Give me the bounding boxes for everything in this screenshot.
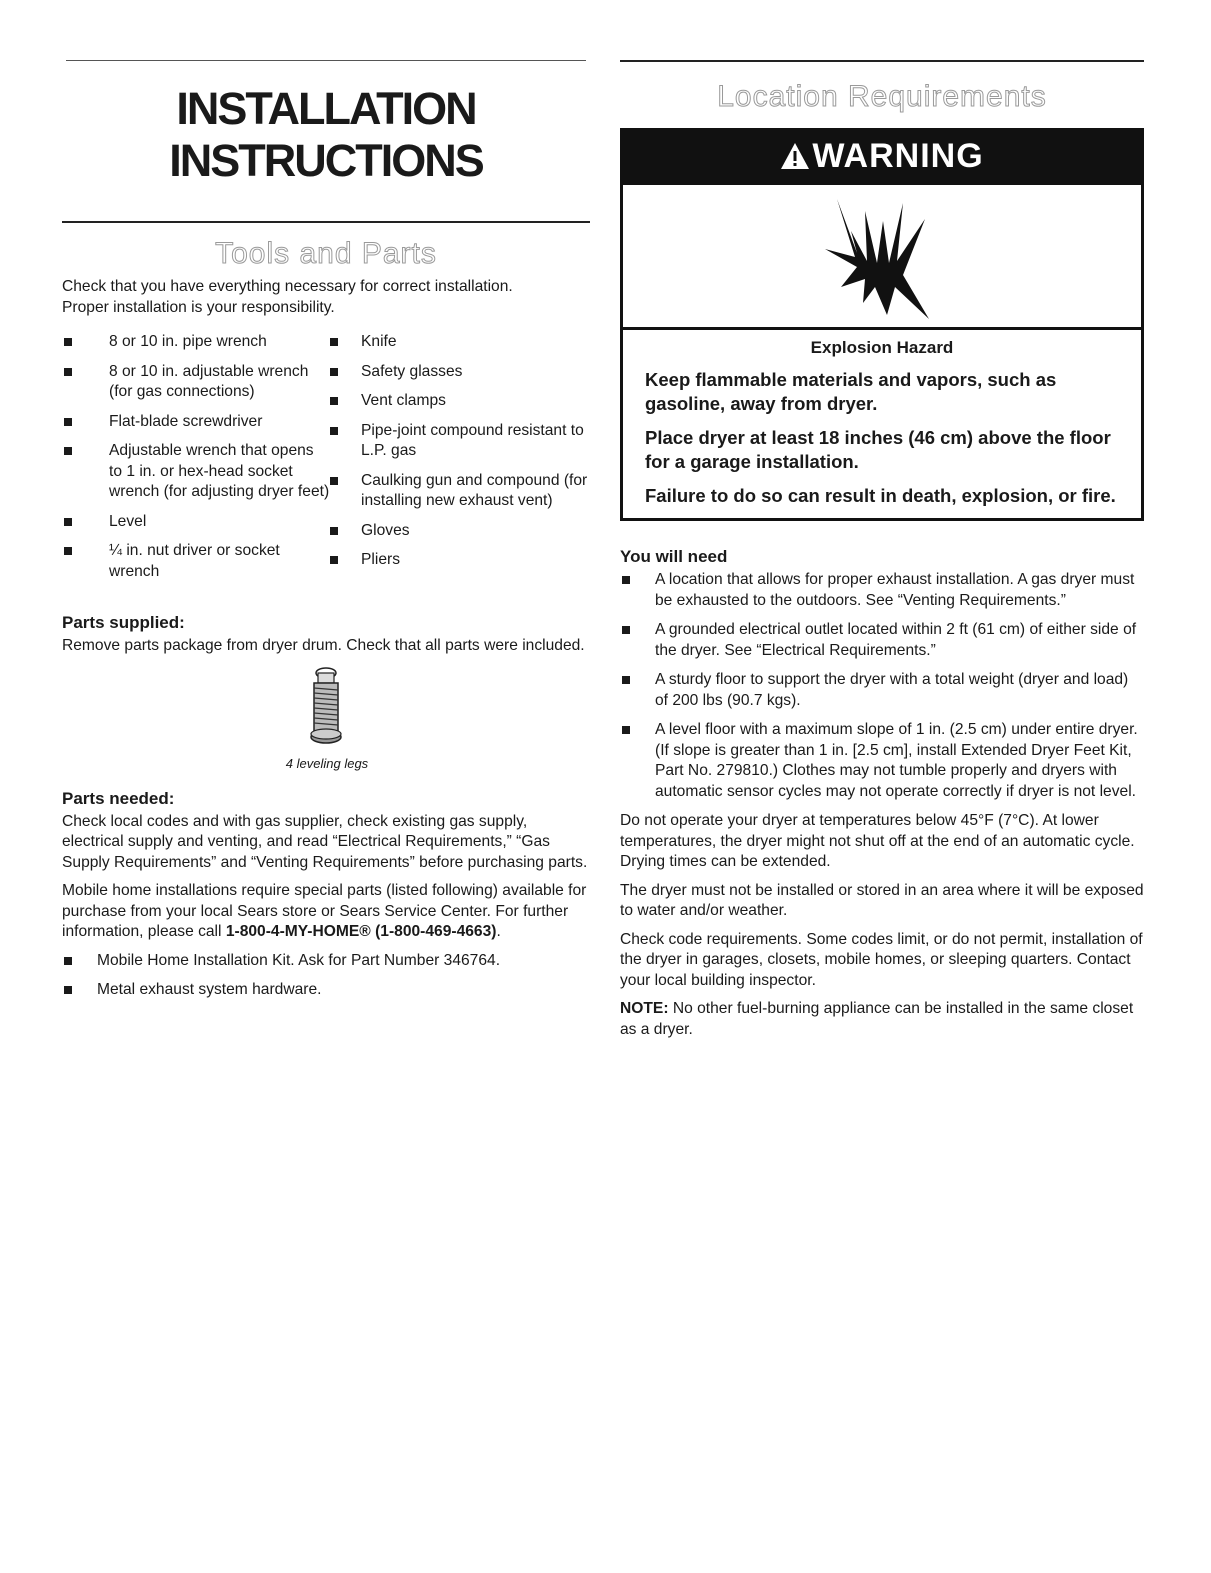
tool-item: Gloves xyxy=(330,521,590,542)
page-title xyxy=(62,83,590,187)
top-rule-right xyxy=(620,60,1144,62)
tool-item: Level xyxy=(62,512,330,533)
tool-item: Caulking gun and compound (for installing new exhaust vent) xyxy=(330,471,590,512)
intro-line-2: Proper installation is your responsibility. xyxy=(62,298,335,316)
tool-item: Pliers xyxy=(330,550,590,571)
parts-supplied-heading: Parts supplied: xyxy=(62,613,185,632)
tool-item: Vent clamps xyxy=(330,391,590,412)
tool-item: 8 or 10 in. pipe wrench xyxy=(62,332,330,353)
need-item: A grounded electrical outlet located within 2 ft (61 cm) of either side of the dryer. See “Electrical Requirements.” xyxy=(620,620,1144,661)
warning-line: Place dryer at least 18 inches (46 cm) above the floor for a garage installation. xyxy=(645,427,1111,472)
warning-triangle-icon xyxy=(780,140,810,179)
tool-item: Pipe-joint compound resistant to L.P. gas xyxy=(330,421,590,462)
page-title-line-1: INSTALLATION xyxy=(176,83,476,134)
leveling-leg-illustration xyxy=(62,665,590,771)
left-column xyxy=(62,60,590,1010)
mobile-part-item: Mobile Home Installation Kit. Ask for Part Number 346764. xyxy=(62,951,590,972)
need-item: A sturdy floor to support the dryer with a total weight (dryer and load) of 200 lbs (90.7 kgs). xyxy=(620,670,1144,711)
need-item: A location that allows for proper exhaust installation. A gas dryer must be exhausted to the outdoors. See “Venting Requirements.” xyxy=(620,570,1144,611)
mobile-parts-list xyxy=(62,951,590,1001)
note-text xyxy=(620,999,1144,1040)
temperature-text: Do not operate your dryer at temperatures below 45°F (7°C). At lower temperatures, the dryer might not shut off at the end of an automatic cycle. Drying times can be extended. xyxy=(620,812,1135,870)
tool-item: Safety glasses xyxy=(330,362,590,383)
warning-line: Failure to do so can result in death, explosion, or fire. xyxy=(645,485,1116,506)
top-rule xyxy=(66,60,586,61)
tool-item: 8 or 10 in. adjustable wrench (for gas connections) xyxy=(62,362,330,403)
intro-text xyxy=(62,277,590,318)
leveling-leg-icon xyxy=(306,665,346,749)
parts-needed-heading: Parts needed: xyxy=(62,788,175,808)
tools-column-1 xyxy=(62,332,330,591)
explosion-icon xyxy=(623,185,1141,330)
mobile-part-item: Metal exhaust system hardware. xyxy=(62,980,590,1001)
right-column xyxy=(620,60,1144,1048)
phone-number: 1-800-4-MY-HOME® (1-800-469-4663) xyxy=(225,923,497,940)
mobile-home-body: Mobile home installations require special parts (listed following) available for purchase from your local Sears store or Sears Service Center. For further information, please call xyxy=(62,882,587,940)
mobile-home-text xyxy=(62,881,590,943)
tools-parts-heading: Tools and Parts xyxy=(215,237,437,270)
warning-header xyxy=(623,131,1141,185)
warning-title: Explosion Hazard xyxy=(810,338,954,357)
warning-body xyxy=(623,330,1141,518)
page-title-line-2: INSTRUCTIONS xyxy=(169,135,483,186)
location-requirements-heading: Location Requirements xyxy=(717,80,1047,113)
part-caption: 4 leveling legs xyxy=(285,755,369,771)
tool-item: ¼ in. nut driver or socket wrench xyxy=(62,541,330,582)
section-rule xyxy=(62,221,590,223)
intro-line-1: Check that you have everything necessary for correct installation. xyxy=(62,278,513,295)
code-text: Check code requirements. Some codes limit, or do not permit, installation of the dryer in garages, closets, mobile homes, or sleeping quarters. Contact your local building inspector. xyxy=(620,930,1143,989)
warning-line: Keep flammable materials and vapors, such as gasoline, away from dryer. xyxy=(645,369,1057,414)
tool-item: Flat-blade screwdriver xyxy=(62,412,330,433)
tools-list xyxy=(62,332,590,591)
weather-text: The dryer must not be installed or stored in an area where it will be exposed to water and/or weather. xyxy=(620,881,1144,919)
tool-item: Adjustable wrench that opens to 1 in. or hex-head socket wrench (for adjusting dryer feet) xyxy=(62,441,330,503)
note-label: NOTE: xyxy=(620,1000,669,1017)
warning-label: WARNING xyxy=(812,137,984,175)
needs-list xyxy=(620,570,1144,802)
note-body: No other fuel-burning appliance can be installed in the same closet as a dryer. xyxy=(620,1000,1134,1038)
need-item: A level floor with a maximum slope of 1 in. (2.5 cm) under entire dryer. (If slope is greater than 1 in. [2.5 cm], install Extended Dryer Feet Kit, Part No. 279810.) Clothes may not tumble properly and dryers with automatic sensor cycles may not operate correctly if dryer is not level. xyxy=(620,720,1144,802)
tool-item: Knife xyxy=(330,332,590,353)
parts-needed-text: Check local codes and with gas supplier, check existing gas supply, electrical supply and venting, and read “Electrical Requirements,” “Gas Supply Requirements” and “Venting Requirements” before purchasing parts. xyxy=(62,812,588,871)
you-will-need-heading: You will need xyxy=(620,547,728,566)
warning-box xyxy=(620,128,1144,521)
tools-column-2 xyxy=(330,332,590,591)
parts-supplied-text: Remove parts package from dryer drum. Check that all parts were included. xyxy=(62,637,585,654)
mobile-home-end: . xyxy=(496,923,501,940)
